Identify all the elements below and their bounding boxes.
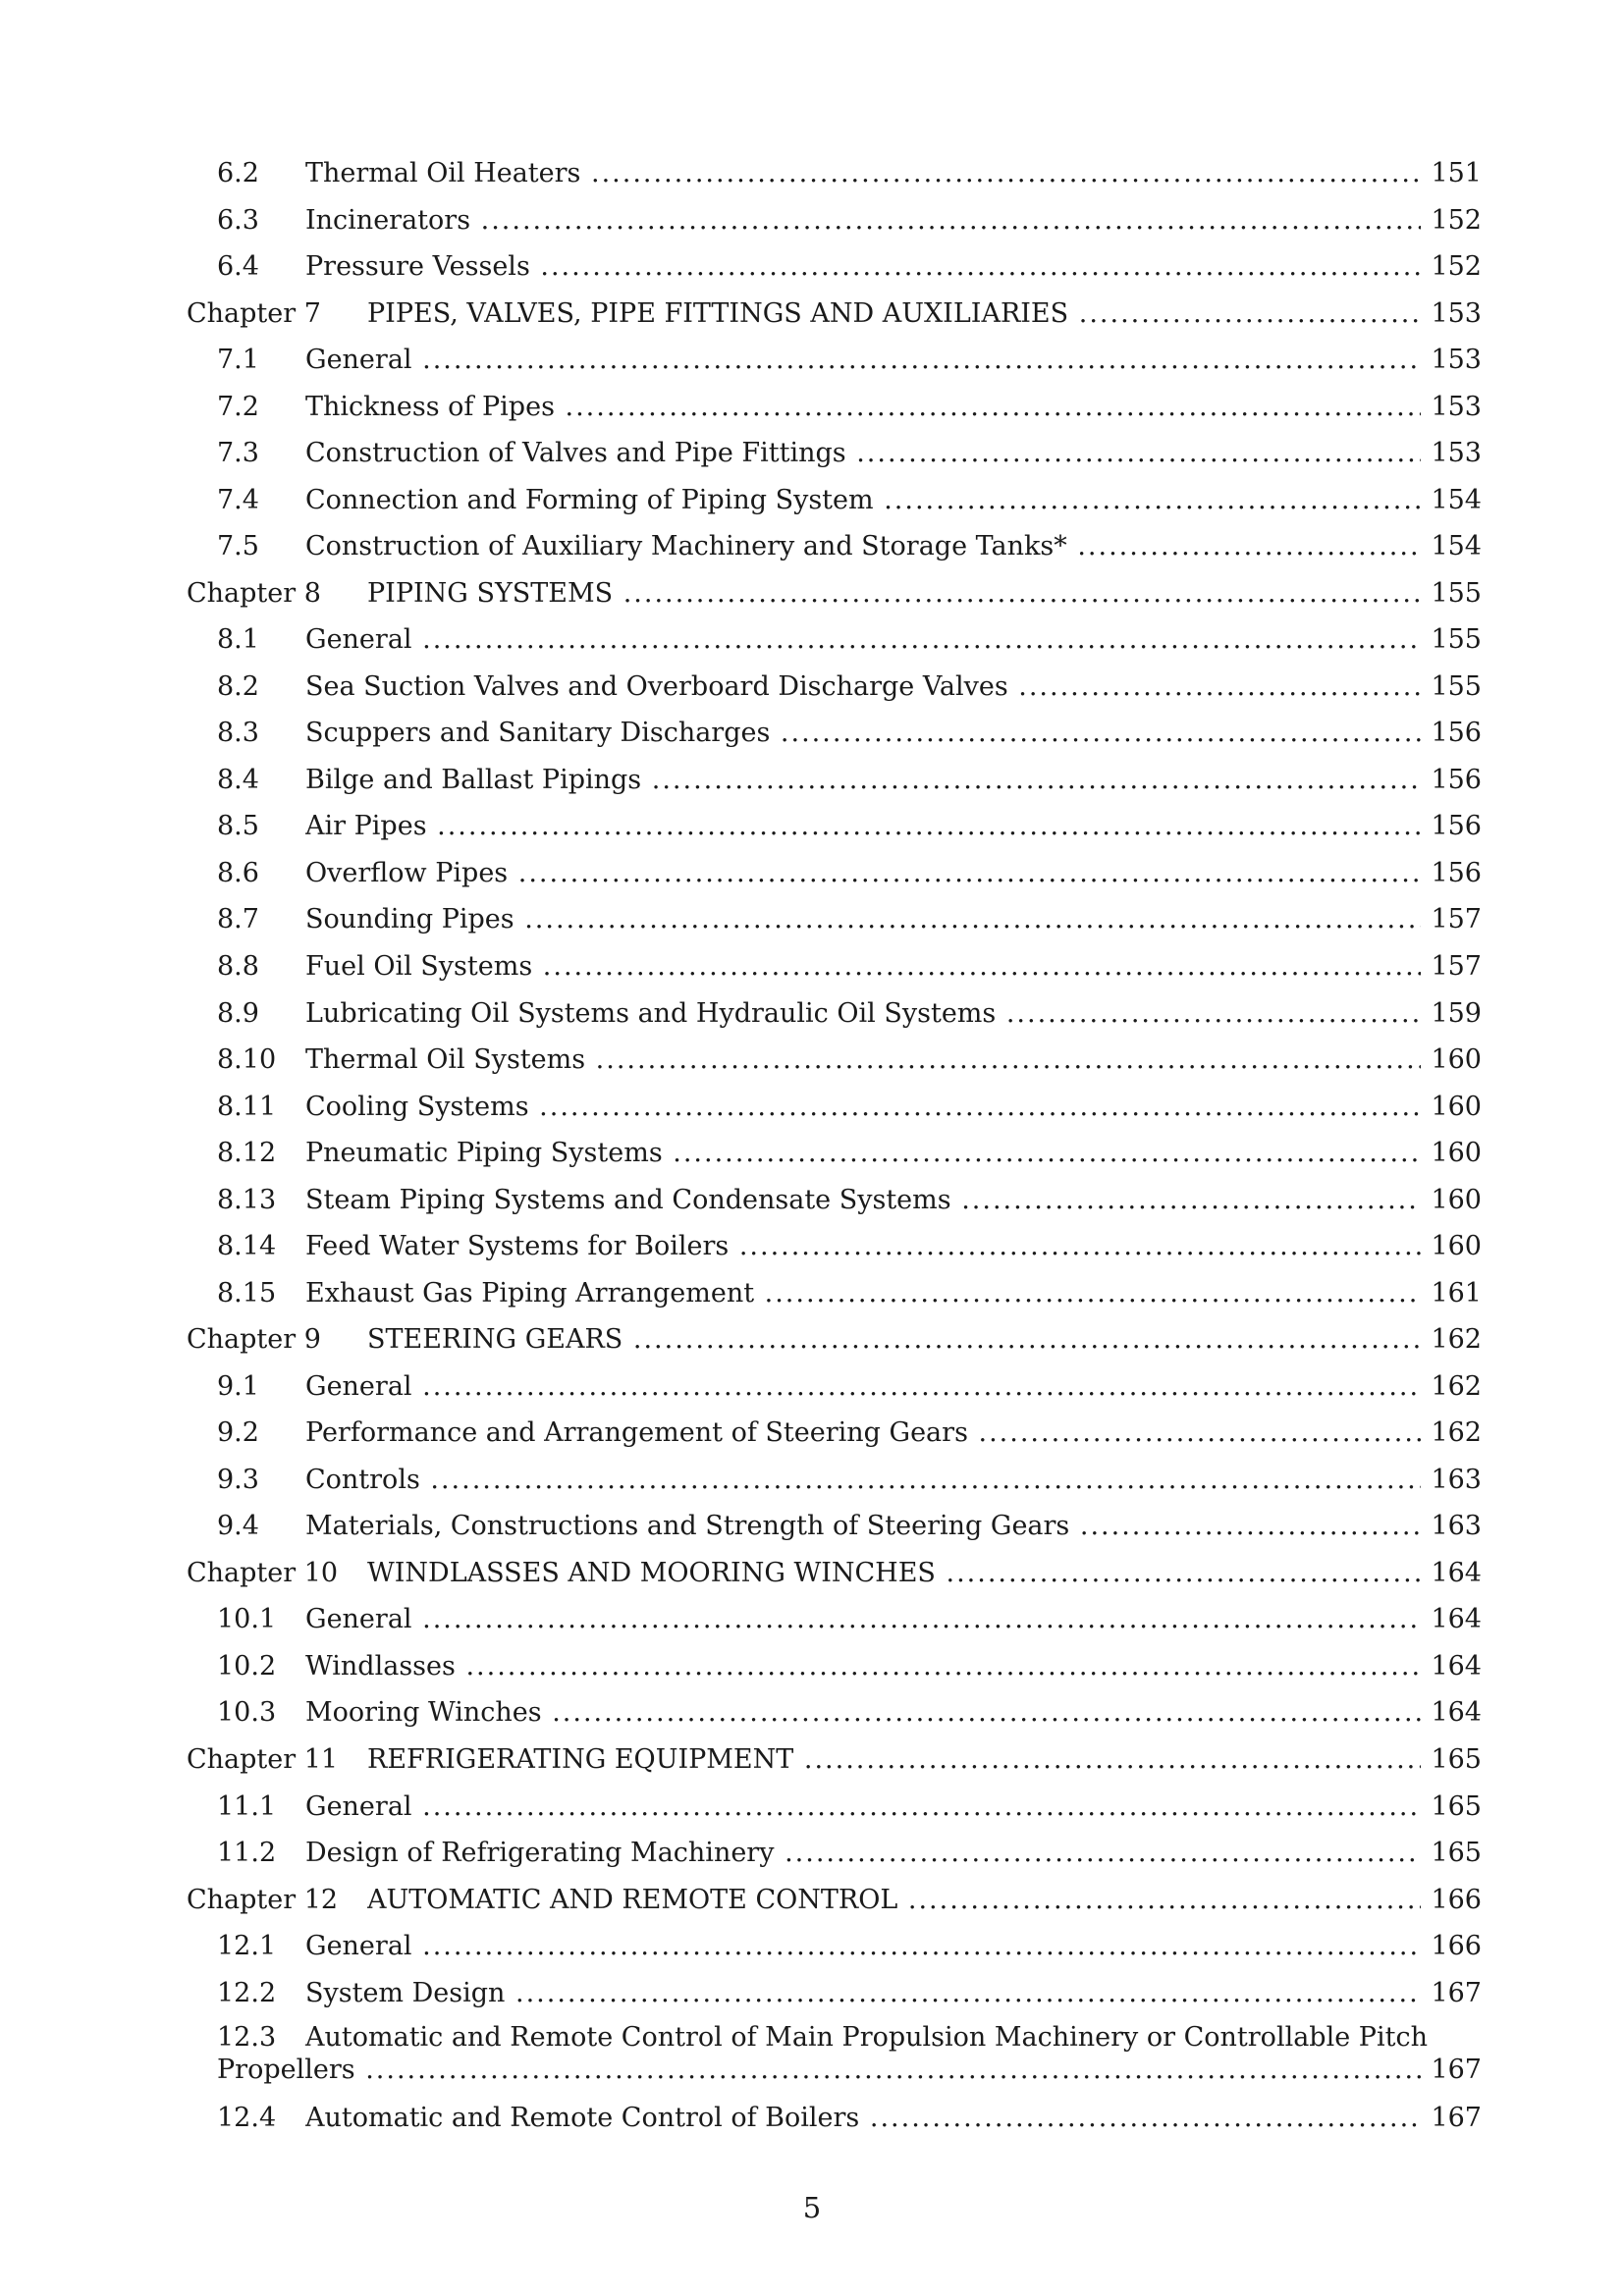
toc-entry-number: 7.2 xyxy=(217,392,259,422)
toc-section-entry[interactable] xyxy=(217,250,1482,284)
toc-entry-title: Thickness of Pipes ..... xyxy=(305,391,1421,424)
toc-entry-title: REFRIGERATING EQUIPMENT ..... xyxy=(367,1743,1421,1777)
toc-page-number: 152 xyxy=(1427,204,1482,238)
toc-entry-number: 12.3 xyxy=(217,2022,277,2053)
toc-entry-number: 9.3 xyxy=(217,1465,259,1495)
toc-page-number: 164 xyxy=(1427,1603,1482,1636)
toc-page-number: 165 xyxy=(1427,1790,1482,1824)
toc-entry-number: 8.15 xyxy=(217,1278,277,1308)
toc-entry-title-continued: Propellers ..... xyxy=(217,2054,1425,2087)
toc-section-entry[interactable] xyxy=(217,1603,1482,1636)
toc-entry-number: 6.4 xyxy=(217,251,259,282)
toc-section-entry[interactable] xyxy=(217,530,1482,563)
toc-entry-title: System Design ..... xyxy=(305,1977,1421,2010)
toc-entry-title: Performance and Arrangement of Steering Gears ..... xyxy=(305,1416,1421,1450)
toc-page-number: 154 xyxy=(1427,530,1482,563)
toc-section-entry[interactable] xyxy=(217,1416,1482,1450)
toc-entry-title: Thermal Oil Heaters ..... xyxy=(305,157,1421,190)
toc-section-entry[interactable] xyxy=(217,1277,1482,1310)
toc-entry-title: Design of Refrigerating Machinery ..... xyxy=(305,1837,1421,1870)
toc-section-entry[interactable] xyxy=(217,623,1482,657)
toc-section-entry[interactable] xyxy=(217,1043,1482,1077)
toc-section-entry[interactable] xyxy=(217,810,1482,843)
toc-section-entry[interactable] xyxy=(217,391,1482,424)
toc-page-number: 153 xyxy=(1427,437,1482,470)
toc-page-number: 151 xyxy=(1427,157,1482,190)
toc-page-number: 165 xyxy=(1427,1743,1482,1777)
toc-entry-title: Sounding Pipes ..... xyxy=(305,903,1421,936)
toc-entry-title: Construction of Valves and Pipe Fittings ..... xyxy=(305,437,1421,470)
toc-entry-number: 7.1 xyxy=(217,345,259,375)
toc-section-entry[interactable] xyxy=(217,1790,1482,1824)
toc-chapter-entry[interactable] xyxy=(187,577,1482,611)
toc-entry-title: General ..... xyxy=(305,623,1421,657)
toc-entry-title: Exhaust Gas Piping Arrangement ..... xyxy=(305,1277,1421,1310)
toc-page-number: 160 xyxy=(1427,1184,1482,1217)
toc-section-entry[interactable] xyxy=(217,903,1482,936)
toc-entry-title: STEERING GEARS ..... xyxy=(367,1323,1421,1357)
toc-entry-number: 11.2 xyxy=(217,1838,277,1868)
toc-entry-number: Chapter 10 xyxy=(187,1558,339,1588)
toc-section-entry[interactable] xyxy=(217,1230,1482,1263)
toc-entry-title: General ..... xyxy=(305,1930,1421,1963)
toc-page-number: 160 xyxy=(1427,1230,1482,1263)
toc-entry-number: Chapter 7 xyxy=(187,298,321,329)
toc-entry-number: Chapter 11 xyxy=(187,1744,339,1775)
toc-entry-title: AUTOMATIC AND REMOTE CONTROL ..... xyxy=(367,1884,1421,1917)
toc-page-number: 161 xyxy=(1427,1277,1482,1310)
toc-entry-title: Overflow Pipes ..... xyxy=(305,857,1421,890)
toc-page-number: 167 xyxy=(1427,2102,1482,2135)
toc-section-entry[interactable] xyxy=(217,717,1482,750)
toc-page-number: 155 xyxy=(1427,670,1482,704)
toc-entry-title: Automatic and Remote Control of Main Propulsion Machinery or Controllable Pitch xyxy=(305,2022,1428,2053)
toc-entry-title: Bilge and Ballast Pipings ..... xyxy=(305,764,1421,797)
toc-entry-number: 10.3 xyxy=(217,1697,277,1728)
toc-entry-title: General ..... xyxy=(305,344,1421,377)
toc-entry-title: Automatic and Remote Control of Boilers ..... xyxy=(305,2102,1421,2135)
toc-page-number: 153 xyxy=(1427,391,1482,424)
toc-entry-title: Materials, Constructions and Strength of Steering Gears ..... xyxy=(305,1510,1421,1543)
toc-page-number: 162 xyxy=(1427,1416,1482,1450)
toc-page-number: 154 xyxy=(1427,484,1482,517)
toc-section-entry[interactable] xyxy=(217,344,1482,377)
toc-entry-number: 8.13 xyxy=(217,1185,277,1215)
toc-section-entry[interactable] xyxy=(217,1510,1482,1543)
toc-entry-title: Pressure Vessels ..... xyxy=(305,250,1421,284)
toc-page-number: 153 xyxy=(1427,344,1482,377)
toc-entry-number: 7.4 xyxy=(217,485,259,515)
toc-section-entry[interactable] xyxy=(217,1370,1482,1404)
toc-entry-number: 7.5 xyxy=(217,531,259,561)
toc-entry-12-3-second-line[interactable] xyxy=(217,2054,1482,2087)
toc-entry-title: General ..... xyxy=(305,1370,1421,1404)
toc-entry-number: 8.12 xyxy=(217,1138,277,1168)
toc-entry-title: Construction of Auxiliary Machinery and Storage Tanks* ..... xyxy=(305,530,1421,563)
toc-section-entry[interactable] xyxy=(217,764,1482,797)
toc-page-number: 156 xyxy=(1427,810,1482,843)
toc-entry-title: Connection and Forming of Piping System ..... xyxy=(305,484,1421,517)
toc-section-entry[interactable] xyxy=(217,670,1482,704)
toc-chapter-entry[interactable] xyxy=(187,1743,1482,1777)
toc-entry-title: PIPING SYSTEMS ..... xyxy=(367,577,1421,611)
toc-entry-title: Controls ..... xyxy=(305,1464,1421,1497)
toc-entry-title: General ..... xyxy=(305,1603,1421,1636)
page-number-footer: 5 xyxy=(802,2191,822,2224)
toc-entry-title: Scuppers and Sanitary Discharges ..... xyxy=(305,717,1421,750)
toc-entry-title: Incinerators ..... xyxy=(305,204,1421,238)
toc-page-number: 166 xyxy=(1427,1884,1482,1917)
toc-section-entry[interactable] xyxy=(217,2102,1482,2135)
toc-chapter-entry[interactable] xyxy=(187,297,1482,331)
toc-section-entry[interactable] xyxy=(217,204,1482,238)
toc-entry-number: 9.2 xyxy=(217,1417,259,1448)
toc-entry-number: 6.2 xyxy=(217,158,259,188)
toc-entry-number: 10.1 xyxy=(217,1604,277,1634)
toc-section-entry[interactable] xyxy=(217,1837,1482,1870)
toc-entry-number: 8.14 xyxy=(217,1231,277,1261)
toc-entry-number: 7.3 xyxy=(217,438,259,468)
toc-page-number: 162 xyxy=(1427,1323,1482,1357)
toc-entry-title: WINDLASSES AND MOORING WINCHES ..... xyxy=(367,1557,1421,1590)
toc-section-entry[interactable] xyxy=(217,1977,1482,2010)
toc-section-entry[interactable] xyxy=(217,1184,1482,1217)
toc-entry-number: 8.10 xyxy=(217,1044,277,1075)
toc-page-number: 165 xyxy=(1427,1837,1482,1870)
toc-entry-number: 8.3 xyxy=(217,718,259,748)
toc-entry-title: Air Pipes ..... xyxy=(305,810,1421,843)
toc-entry-number: 9.4 xyxy=(217,1511,259,1541)
toc-entry-number: 8.4 xyxy=(217,765,259,795)
toc-section-entry[interactable] xyxy=(217,437,1482,470)
toc-page-number: 160 xyxy=(1427,1137,1482,1170)
toc-page-number: 155 xyxy=(1427,577,1482,611)
toc-page-number: 164 xyxy=(1427,1650,1482,1683)
toc-entry-title: Sea Suction Valves and Overboard Discharge Valves ..... xyxy=(305,670,1421,704)
toc-page-number: 157 xyxy=(1427,903,1482,936)
toc-entry-title: Pneumatic Piping Systems ..... xyxy=(305,1137,1421,1170)
toc-entry-number: 12.2 xyxy=(217,1978,277,2008)
toc-chapter-entry[interactable] xyxy=(187,1557,1482,1590)
toc-page-number: 160 xyxy=(1427,1091,1482,1124)
toc-entry-title: Feed Water Systems for Boilers ..... xyxy=(305,1230,1421,1263)
toc-section-entry[interactable] xyxy=(217,1464,1482,1497)
toc-section-entry[interactable] xyxy=(217,857,1482,890)
toc-page-number: 155 xyxy=(1427,623,1482,657)
toc-entry-number: 8.1 xyxy=(217,624,259,655)
toc-entry-number: 11.1 xyxy=(217,1791,277,1822)
toc-section-entry[interactable] xyxy=(217,157,1482,190)
toc-entry-title: Windlasses ..... xyxy=(305,1650,1421,1683)
toc-entry-number: 12.1 xyxy=(217,1931,277,1961)
toc-entry-number: Chapter 12 xyxy=(187,1885,339,1915)
toc-page-number: 162 xyxy=(1427,1370,1482,1404)
toc-entry-title: General ..... xyxy=(305,1790,1421,1824)
toc-chapter-entry[interactable] xyxy=(187,1323,1482,1357)
toc-page-number: 166 xyxy=(1427,1930,1482,1963)
toc-entry-title: PIPES, VALVES, PIPE FITTINGS AND AUXILIARIES ..... xyxy=(367,297,1421,331)
toc-entry-number: Chapter 9 xyxy=(187,1324,321,1355)
toc-page-number: 152 xyxy=(1427,250,1482,284)
toc-entry-number: 8.9 xyxy=(217,998,259,1029)
toc-entry-number: 12.4 xyxy=(217,2103,277,2133)
toc-section-entry[interactable] xyxy=(217,1930,1482,1963)
toc-entry-number: 10.2 xyxy=(217,1651,277,1682)
toc-page-number: 156 xyxy=(1427,717,1482,750)
toc-entry-number: Chapter 8 xyxy=(187,578,321,609)
toc-entry-number: 8.11 xyxy=(217,1092,277,1122)
toc-entry-title: Fuel Oil Systems ..... xyxy=(305,950,1421,984)
toc-section-entry[interactable] xyxy=(217,1696,1482,1730)
toc-chapter-entry[interactable] xyxy=(187,1884,1482,1917)
toc-section-entry[interactable] xyxy=(217,1650,1482,1683)
toc-entry-title: Thermal Oil Systems ..... xyxy=(305,1043,1421,1077)
toc-section-entry[interactable] xyxy=(217,484,1482,517)
toc-entry-number: 6.3 xyxy=(217,205,259,236)
toc-page-number: 164 xyxy=(1427,1696,1482,1730)
toc-page-number: 167 xyxy=(1427,1977,1482,2010)
toc-entry-number: 8.8 xyxy=(217,951,259,982)
toc-entry-title: Steam Piping Systems and Condensate Systems ..... xyxy=(305,1184,1421,1217)
toc-entry-title: Lubricating Oil Systems and Hydraulic Oil Systems ..... xyxy=(305,997,1421,1031)
toc-entry-number: 8.7 xyxy=(217,904,259,934)
toc-page-number: 163 xyxy=(1427,1510,1482,1543)
toc-page-number: 159 xyxy=(1427,997,1482,1031)
toc-page-number: 156 xyxy=(1427,857,1482,890)
toc-entry-title: Mooring Winches ..... xyxy=(305,1696,1421,1730)
toc-entry-number: 9.1 xyxy=(217,1371,259,1402)
toc-page-number: 163 xyxy=(1427,1464,1482,1497)
toc-section-entry[interactable] xyxy=(217,1091,1482,1124)
toc-page-number: 164 xyxy=(1427,1557,1482,1590)
toc-page-number: 156 xyxy=(1427,764,1482,797)
toc-entry-number: 8.2 xyxy=(217,671,259,702)
toc-entry-number: 8.5 xyxy=(217,811,259,841)
toc-section-entry[interactable] xyxy=(217,997,1482,1031)
toc-entry-title: Cooling Systems ..... xyxy=(305,1091,1421,1124)
toc-page-number: 160 xyxy=(1427,1043,1482,1077)
toc-entry-number: 8.6 xyxy=(217,858,259,888)
toc-section-entry[interactable] xyxy=(217,1137,1482,1170)
toc-page-number: 167 xyxy=(1427,2054,1482,2087)
toc-page-number: 157 xyxy=(1427,950,1482,984)
toc-page-number: 153 xyxy=(1427,297,1482,331)
toc-section-entry[interactable] xyxy=(217,950,1482,984)
